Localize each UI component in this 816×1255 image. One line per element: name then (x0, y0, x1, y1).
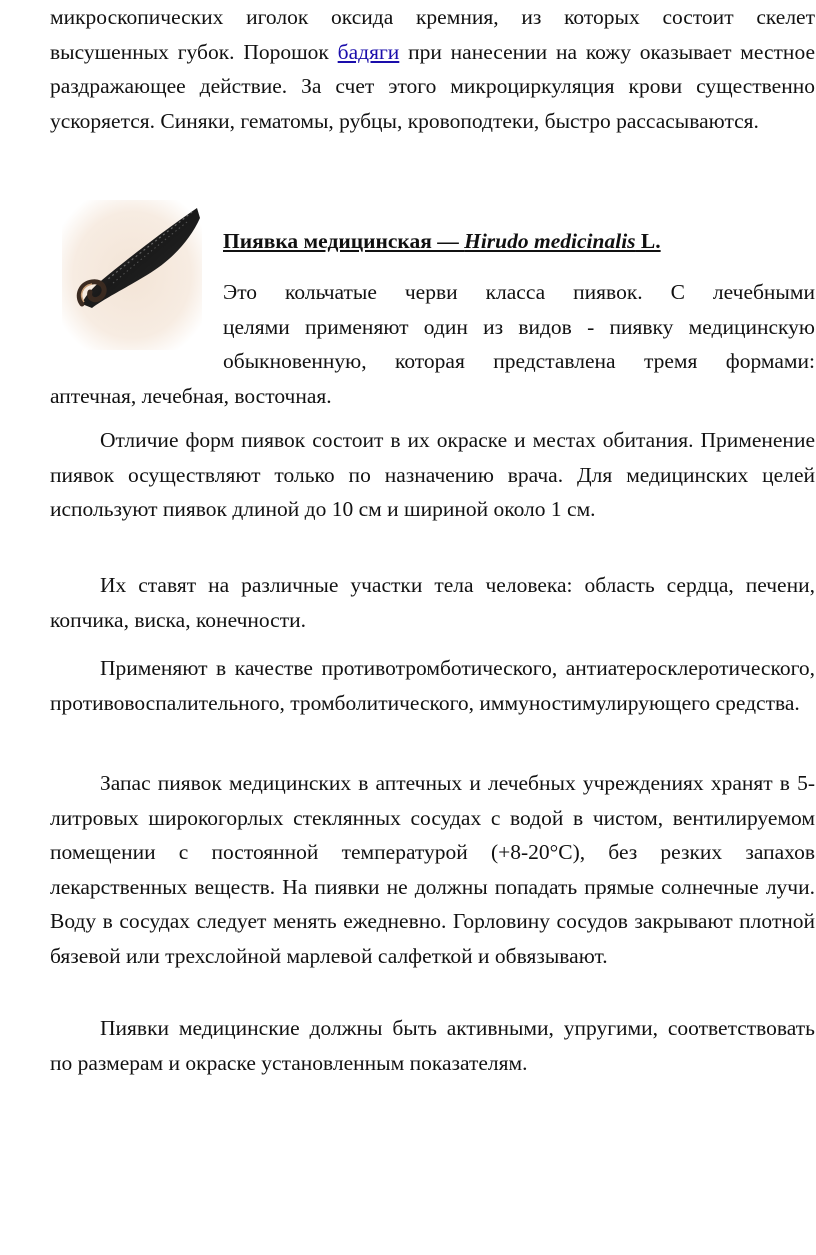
first-para-end: аптечная, лечебная, восточная. (50, 383, 332, 408)
heading-latin-name: Hirudo medicinalis (464, 229, 636, 253)
heading-title: Пиявка медицинская — (223, 229, 465, 253)
section-heading (223, 224, 815, 259)
paragraph-placement: Их ставят на различные участки тела человека: область сердца, печени, копчика, виска, конечности. (50, 573, 815, 632)
paragraph-storage: Запас пиявок медицинских в аптечных и лечебных учреждениях хранят в 5-литровых широкогорлых стеклянных сосудах с водой в чистом, вентилируемом помещении с постоянной температурой (+8-20°С), без резких запахов лекарственных веществ. На пиявки не должны попадать прямые солнечные лучи. Воду в сосудах следует менять ежедневно. Горловину сосудов закрывают плотной бязевой или трехслойной марлевой салфеткой и обвязывают. (50, 771, 815, 968)
badyaga-link[interactable]: бадяги (337, 39, 400, 64)
paragraph-usage: Применяют в качестве противотромботического, антиатеросклеротического, противовоспалительного, тромболитического, иммуностимулирующего средства. (50, 656, 815, 715)
intro-text-start: микроскопических иголок оксида кремния, из которых состоит скелет высушенных губок. Порошок (50, 5, 815, 64)
heading-author: L. (635, 229, 661, 253)
first-para-line: Это кольчатые черви класса пиявок. С лечебными (223, 280, 815, 304)
first-para-line: обыкновенную, которая представлена тремя формами: (223, 349, 815, 373)
first-para-line: целями применяют один из видов - пиявку медицинскую (223, 314, 815, 339)
section-first-paragraph (50, 275, 815, 413)
intro-text-end: при нанесении на кожу оказывает местное раздражающее действие. За счет этого микроциркуляция крови существенно ускоряется. Синяки, гематомы, рубцы, кровоподтеки, быстро рассасываются. (50, 39, 815, 133)
paragraph-requirements: Пиявки медицинские должны быть активными, упругими, соответствовать по размерам и окраске установленным показателям. (50, 1016, 815, 1075)
paragraph-forms: Отличие форм пиявок состоит в их окраске и местах обитания. Применение пиявок осуществляют только по назначению врача. Для медицинских целей используют пиявок длиной до 10 см и шириной около 1 см. (50, 428, 815, 521)
intro-paragraph (50, 0, 815, 138)
